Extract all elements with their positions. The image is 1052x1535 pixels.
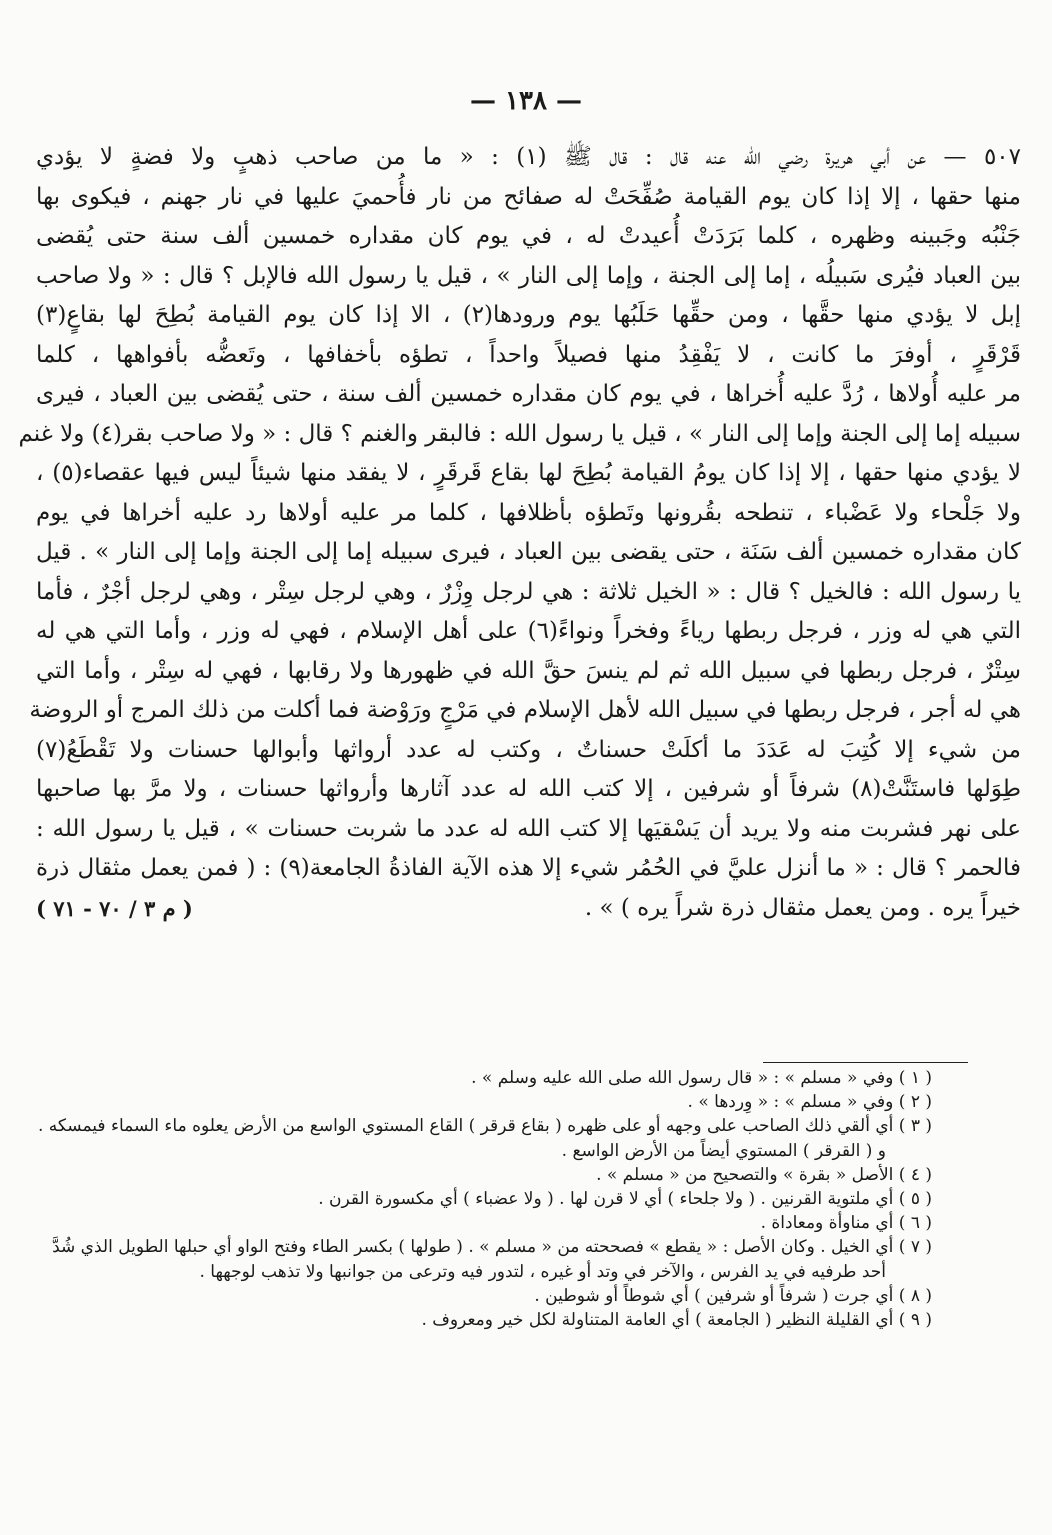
footnotes <box>37 1066 932 1332</box>
footnote-8: ( ٨ ) أي جرت ( شرفاً أو شرفين ) أي شوطاً أو شوطين . <box>534 1285 932 1306</box>
text-line-11: كان مقداره خمسين ألف سَنَة ، حتى يقضى بين العباد ، فيرى سبيله إما إلى الجنة وإما إلى النار » . قيل <box>36 539 1021 565</box>
text-line-16: من شيء إلا كُتِبَ له عَدَدَ ما أكلَتْ حسناتٌ ، وكتب له عدد أرواثها وأبوالها حسنات ولا تَقْطَعُ(٧) <box>36 736 1021 763</box>
footnote-5: ( ٥ ) أي ملتوية القرنين . ( ولا جلحاء ) أي لا قرن لها . ( ولا عضباء ) أي مكسورة القرن . <box>318 1188 932 1209</box>
text-line-4: بين العباد فيُرى سَبيلُه ، إما إلى الجنة ، وإما إلى النار » ، قيل يا رسول الله فالإبل ؟ قال : « ولا صاحب <box>36 262 1021 289</box>
footnote-1: ( ١ ) وفي « مسلم » : « قال رسول الله صلى الله عليه وسلم » . <box>471 1068 932 1088</box>
text-line-9: لا يؤدي منها حقها ، إلا إذا كان يومُ القيامة بُطِحَ لها بقاع قَرقَرٍ ، لا يفقد منها شيئاً ليس فيها عقصاء(٥) ، <box>36 460 1021 486</box>
text-line-17: طِوَلها فاستَنَّتْ(٨) شرفاً أو شرفين ، إلا كتب الله له عدد آثارها وأرواثها حسنات ، ولا مرَّ بها صاحبها <box>36 776 1022 802</box>
page-number: — ١٣٨ — <box>469 86 583 116</box>
text-line-3: جَنْبُه وجَبينه وظهره ، كلما بَرَدَتْ أُعيدتْ له ، في يوم كان مقداره خمسين ألف سنة حتى يُقضى <box>36 223 1021 249</box>
footnote-9: ( ٩ ) أي القليلة النظير ( الجامعة ) أي العامة المتناولة لكل خير ومعروف . <box>421 1309 932 1330</box>
text-line-20 <box>36 889 1021 929</box>
text-line-18: على نهر فشربت منه ولا يريد أن يَسْقيَها إلا كتب الله له عدد ما شربت حسنات » ، قيل يا رسول الله : <box>36 815 1021 842</box>
footnote-3: ( ٣ ) أي ألقي ذلك الصاحب على وجهه أو على ظهره ( بقاع قرقر ) القاع المستوي الواسع من الأرض يعلوه ماء السماء فيمسكه . <box>37 1116 932 1137</box>
text-line-13: التي هي له وزر ، فرجل ربطها رياءً وفخراً ونواءً(٦) على أهل الإسلام ، فهي له وزر ، وأما التي هي له <box>36 618 1021 644</box>
text-line-2: منها حقها ، إلا إذا كان يوم القيامة صُفِّحَتْ له صفائح من نار فأُحميَ عليها في نار جهنم ، فيكوى بها <box>36 183 1021 210</box>
text-line-14: سِتْرٌ ، فرجل ربطها في سبيل الله ثم لم ينسَ حقَّ الله في ظهورها ولا رقابها ، فهي له سِتْر ، وأما التي <box>36 657 1021 684</box>
final-verse-text: خيراً يره . ومن يعمل مثقال ذرة شراً يره ) » . <box>584 894 1021 921</box>
text-line-7: مر عليه أُولاها ، رُدَّ عليه أُخراها ، في يوم كان مقداره خمسين ألف سنة ، حتى يُقضى بين العباد ، فيرى <box>36 381 1021 407</box>
footnote-7: ( ٧ ) أي الخيل . وكان الأصل : « يقطع » فصححته من « مسلم » . ( طولها ) بكسر الطاء وفتح الواو أي حبلها الطويل الذي شُدَّ <box>52 1237 932 1258</box>
footnote-6: ( ٦ ) أي مناوأة ومعاداة . <box>760 1213 932 1234</box>
text-line-19: فالحمر ؟ قال : « ما أنزل عليَّ في الحُمُر شيء إلا هذه الآية الفاذةُ الجامعة(٩) : ( فمن يعمل مثقال ذرة <box>36 855 1021 881</box>
source-reference: ( م ٣ / ٧٠ - ٧١ ) <box>36 895 193 921</box>
footnote-3-continued: و ( القرقر ) المستوي أيضاً من الأرض الواسع . <box>561 1140 886 1161</box>
footnote-4: ( ٤ ) الأصل « بقرة » والتصحيح من « مسلم » . <box>596 1164 932 1185</box>
text-line-15: هي له أجر ، فرجل ربطها في سبيل الله لأهل الإسلام في مَرْجٍ ورَوْضة فما أكلت من ذلك المرج أو الروضة <box>29 697 1021 723</box>
footnote-divider <box>763 1062 968 1063</box>
hadith-text <box>18 138 1022 928</box>
text-line-10: ولا جَلْحاء ولا عَضْباء ، تنطحه بقُرونها وتَطؤه بأظلافها ، كلما مر عليه أولاها رد عليه أخراها في يوم <box>36 499 1021 526</box>
text-line-12: يا رسول الله : فالخيل ؟ قال : « الخيل ثلاثة : هي لرجل وِزْرٌ ، وهي لرجل سِتْر ، وهي لرجل أجْرٌ ، فأما <box>36 578 1021 605</box>
text-line-5: إبل لا يؤدي منها حقَّها ، ومن حقِّها حَلَبُها يوم ورودها(٢) ، الا إذا كان يوم القيامة بُطِحَ لها بقاعٍ(٣) <box>36 302 1022 328</box>
text-line-1: ٥٠٧ — عن أبي هريرة رضي الله عنه قال : قال ﷺ (١) : « ما من صاحب ذهبٍ ولا فضةٍ لا يؤدي <box>36 144 1021 170</box>
text-line-6: قَرْقَرٍ ، أوفرَ ما كانت ، لا يَفْقِدُ منها فصيلاً واحداً ، تطؤه بأخفافها ، وتَعضُّه بأفواهها ، كلما <box>36 341 1021 368</box>
text-line-8: سبيله إما إلى الجنة وإما إلى النار » ، قيل يا رسول الله : فالبقر والغنم ؟ قال : « ولا صاحب بقر(٤) ولا غنم <box>18 420 1021 447</box>
footnote-2: ( ٢ ) وفي « مسلم » : « وِردها » . <box>687 1092 932 1113</box>
footnote-7-continued: أحد طرفيه في يد الفرس ، والآخر في وتد أو غيره ، لتدور فيه وترعى من جوانبها ولا تذهب لوجهها . <box>199 1261 886 1282</box>
